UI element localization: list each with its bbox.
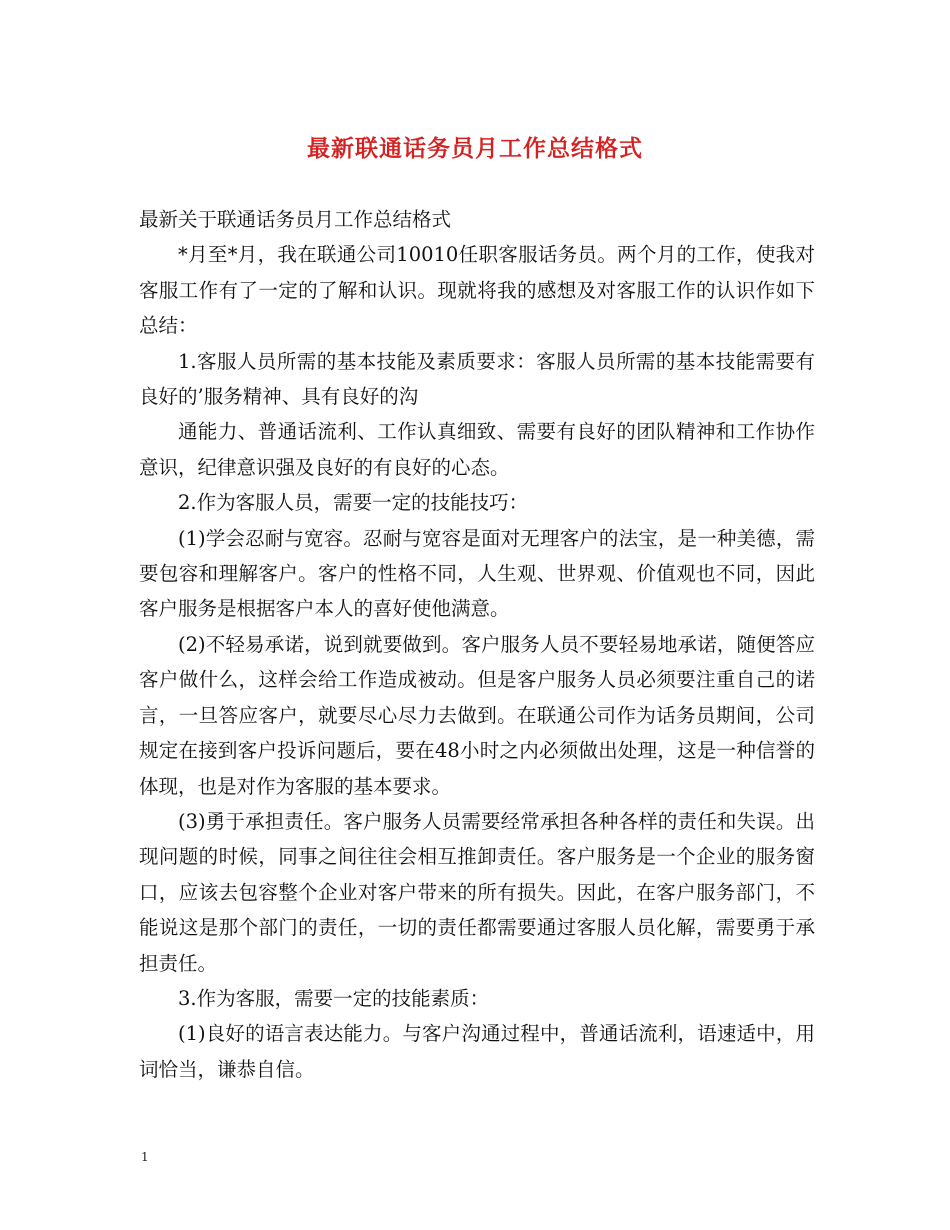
section-3-item-1: (1)良好的语言表达能力。与客户沟通过程中，普通话流利，语速适中，用词恰当，谦恭自信。 — [139, 1022, 815, 1081]
intro-paragraph: *月至*月，我在联通公司10010任职客服话务员。两个月的工作，使我对客服工作有了一定的了解和认识。现就将我的感想及对客服工作的认识作如下总结： — [139, 243, 815, 338]
section-2-item-3: (3)勇于承担责任。客户服务人员需要经常承担各种各样的责任和失误。出现问题的时候，同事之间往往会相互推卸责任。客户服务是一个企业的服务窗口，应该去包容整个企业对客户带来的所有损失。因此，在客户服务部门，不能说这是那个部门的责任，一切的责任都需要通过客服人员化解，需要勇于承担责任。 — [139, 809, 815, 975]
section-2-heading: 2.作为客服人员，需要一定的技能技巧： — [178, 491, 529, 515]
section-2-item-2: (2)不轻易承诺，说到就要做到。客户服务人员不要轻易地承诺，随便答应客户做什么，这样会给工作造成被动。但是客户服务人员必须要注重自己的诺言，一旦答应客户，就要尽心尽力去做到。在联通公司作为话务员期间，公司规定在接到客户投诉问题后，要在48小时之内必须做出处理，这是一种信誉的体现，也是对作为客服的基本要求。 — [139, 632, 815, 798]
document-body — [139, 202, 815, 1087]
subtitle-paragraph: 最新关于联通话务员月工作总结格式 — [139, 208, 452, 231]
section-2-item-1: (1)学会忍耐与宽容。忍耐与宽容是面对无理客户的法宝，是一种美德，需要包容和理解客户。客户的性格不同，人生观、世界观、价值观也不同，因此客户服务是根据客户本人的喜好使他满意。 — [139, 526, 815, 621]
section-1-paragraph: 1.客服人员所需的基本技能及素质要求：客服人员所需的基本技能需要有良好的’服务精神、具有良好的沟 — [139, 349, 815, 409]
section-3-heading: 3.作为客服，需要一定的技能素质： — [178, 986, 490, 1010]
section-1-continued-paragraph: 通能力、普通话流利、工作认真细致、需要有良好的团队精神和工作协作意识，纪律意识强及良好的有良好的心态。 — [139, 420, 815, 479]
document-title: 最新联通话务员月工作总结格式 — [307, 135, 643, 162]
page-number: 1 — [141, 1150, 149, 1164]
